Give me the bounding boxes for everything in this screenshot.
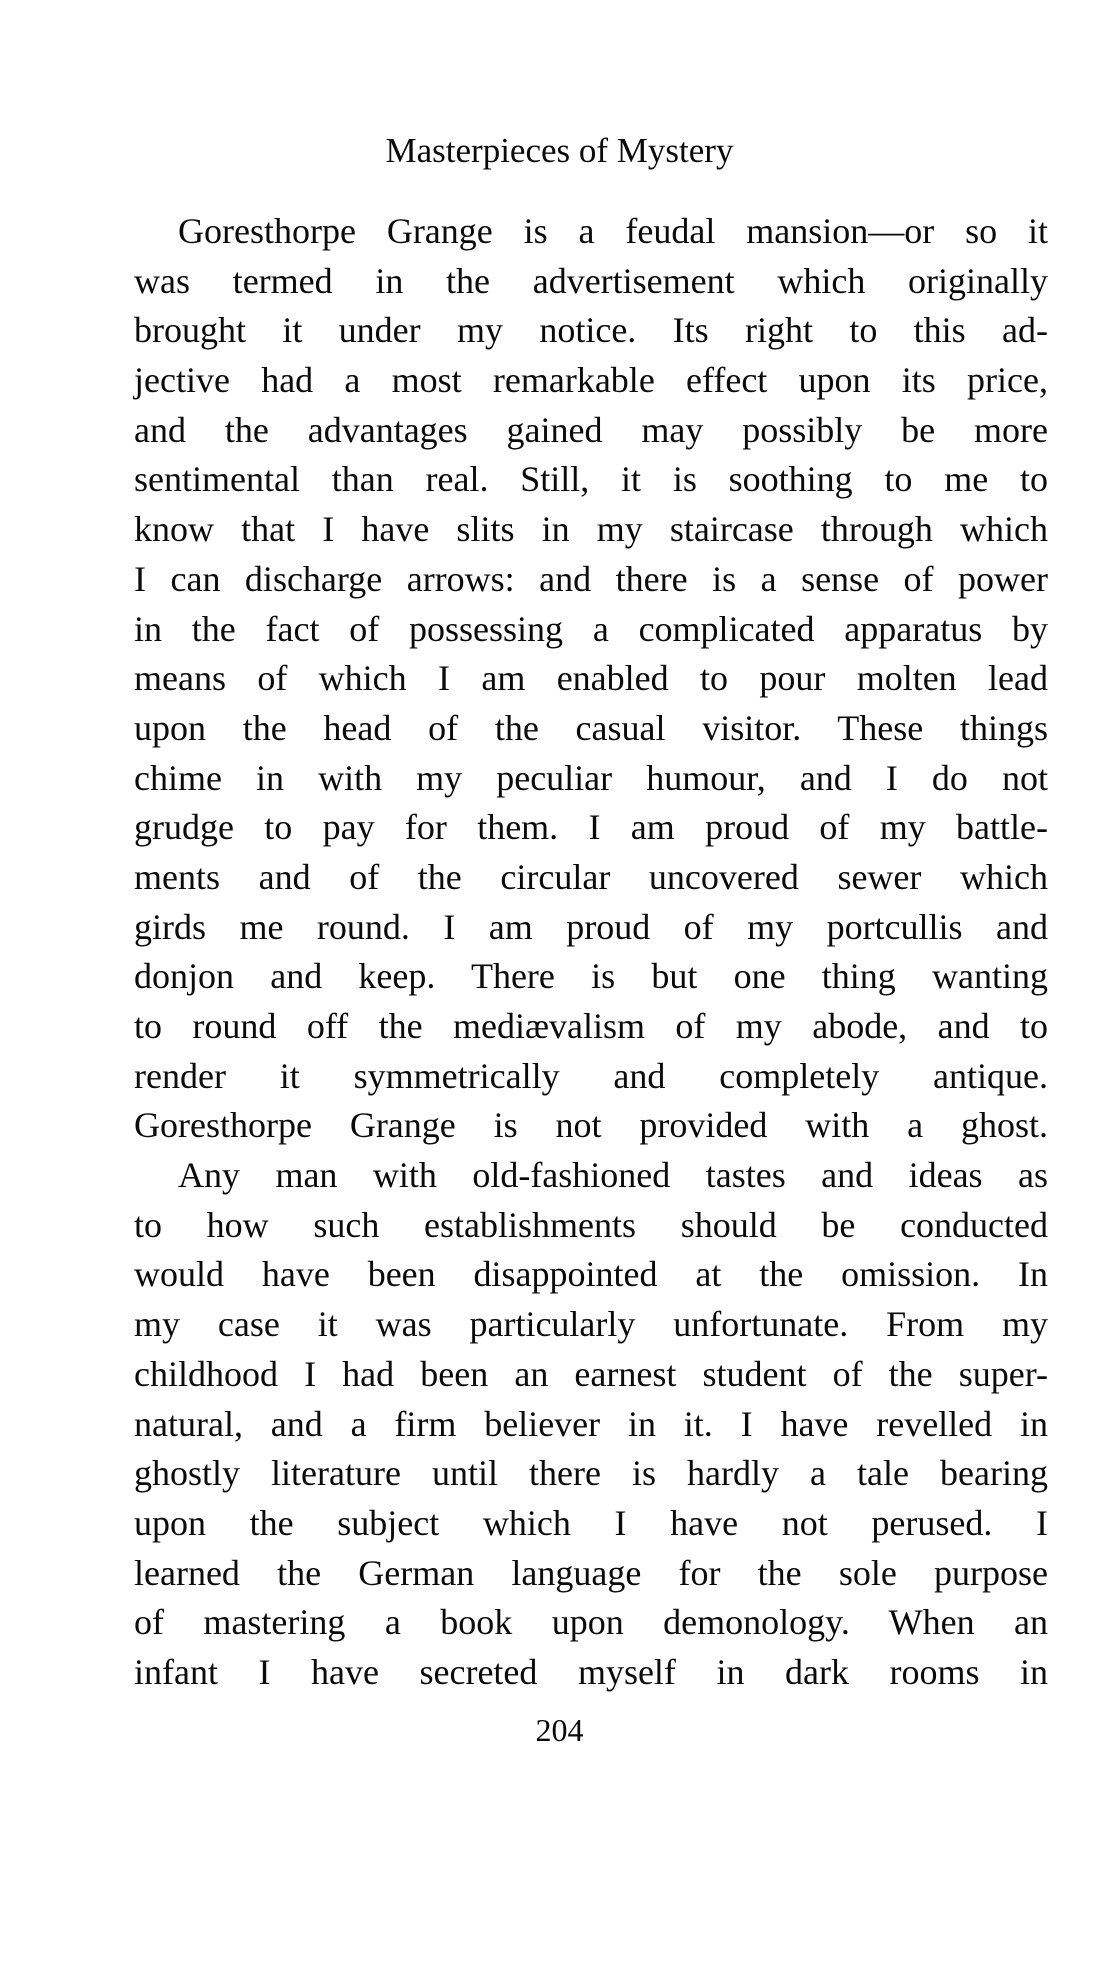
text-line: know that I have slits in my staircase through which bbox=[134, 509, 1048, 550]
text-line: in the fact of possessing a complicated apparatus by bbox=[134, 608, 1048, 649]
text-line: chime in with my peculiar humour, and I do not bbox=[134, 757, 1048, 798]
text-line: my case it was particularly unfortunate. From my bbox=[134, 1304, 1048, 1345]
text-line: learned the German language for the sole purpose bbox=[134, 1552, 1048, 1593]
text-line: childhood I had been an earnest student of the super- bbox=[134, 1353, 1048, 1394]
text-line: render it symmetrically and completely antique. bbox=[134, 1055, 1048, 1096]
text-line: ments and of the circular uncovered sewer which bbox=[134, 856, 1048, 897]
text-line: donjon and keep. There is but one thing wanting bbox=[134, 956, 1048, 997]
text-line: I can discharge arrows: and there is a sense of power bbox=[134, 558, 1048, 599]
text-line: to round off the mediævalism of my abode, and to bbox=[134, 1006, 1048, 1046]
text-line: Goresthorpe Grange is a feudal mansion—or so it bbox=[178, 211, 1048, 251]
text-line: Goresthorpe Grange is not provided with a ghost. bbox=[134, 1105, 1048, 1146]
text-line: upon the subject which I have not perused. I bbox=[134, 1502, 1048, 1543]
text-line: jective had a most remarkable effect upon its price, bbox=[134, 360, 1048, 401]
text-line: natural, and a firm believer in it. I have revelled in bbox=[134, 1403, 1048, 1444]
text-line: ghostly literature until there is hardly a tale bearing bbox=[134, 1453, 1048, 1494]
text-line: of mastering a book upon demonology. When an bbox=[134, 1602, 1048, 1643]
running-head: Masterpieces of Mystery bbox=[385, 131, 734, 170]
text-line: Any man with old-fashioned tastes and ideas as bbox=[178, 1155, 1048, 1196]
paragraph bbox=[134, 207, 1048, 1151]
text-line: grudge to pay for them. I am proud of my battle- bbox=[134, 807, 1048, 848]
text-line: was termed in the advertisement which originally bbox=[134, 260, 1048, 301]
text-line: brought it under my notice. Its right to this ad- bbox=[134, 310, 1048, 351]
text-line: and the advantages gained may possibly be more bbox=[134, 409, 1048, 450]
text-line: sentimental than real. Still, it is soothing to me to bbox=[134, 459, 1048, 500]
text-line: girds me round. I am proud of my portcullis and bbox=[134, 906, 1048, 947]
body-text bbox=[134, 207, 1048, 1698]
text-line: to how such establishments should be conducted bbox=[134, 1204, 1048, 1245]
page-number: 204 bbox=[535, 1712, 584, 1748]
paragraph bbox=[134, 1151, 1048, 1698]
text-line: infant I have secreted myself in dark rooms in bbox=[134, 1651, 1048, 1692]
text-line: would have been disappointed at the omission. In bbox=[134, 1254, 1048, 1295]
text-line: upon the head of the casual visitor. These things bbox=[134, 707, 1048, 748]
text-line: means of which I am enabled to pour molten lead bbox=[134, 658, 1048, 699]
